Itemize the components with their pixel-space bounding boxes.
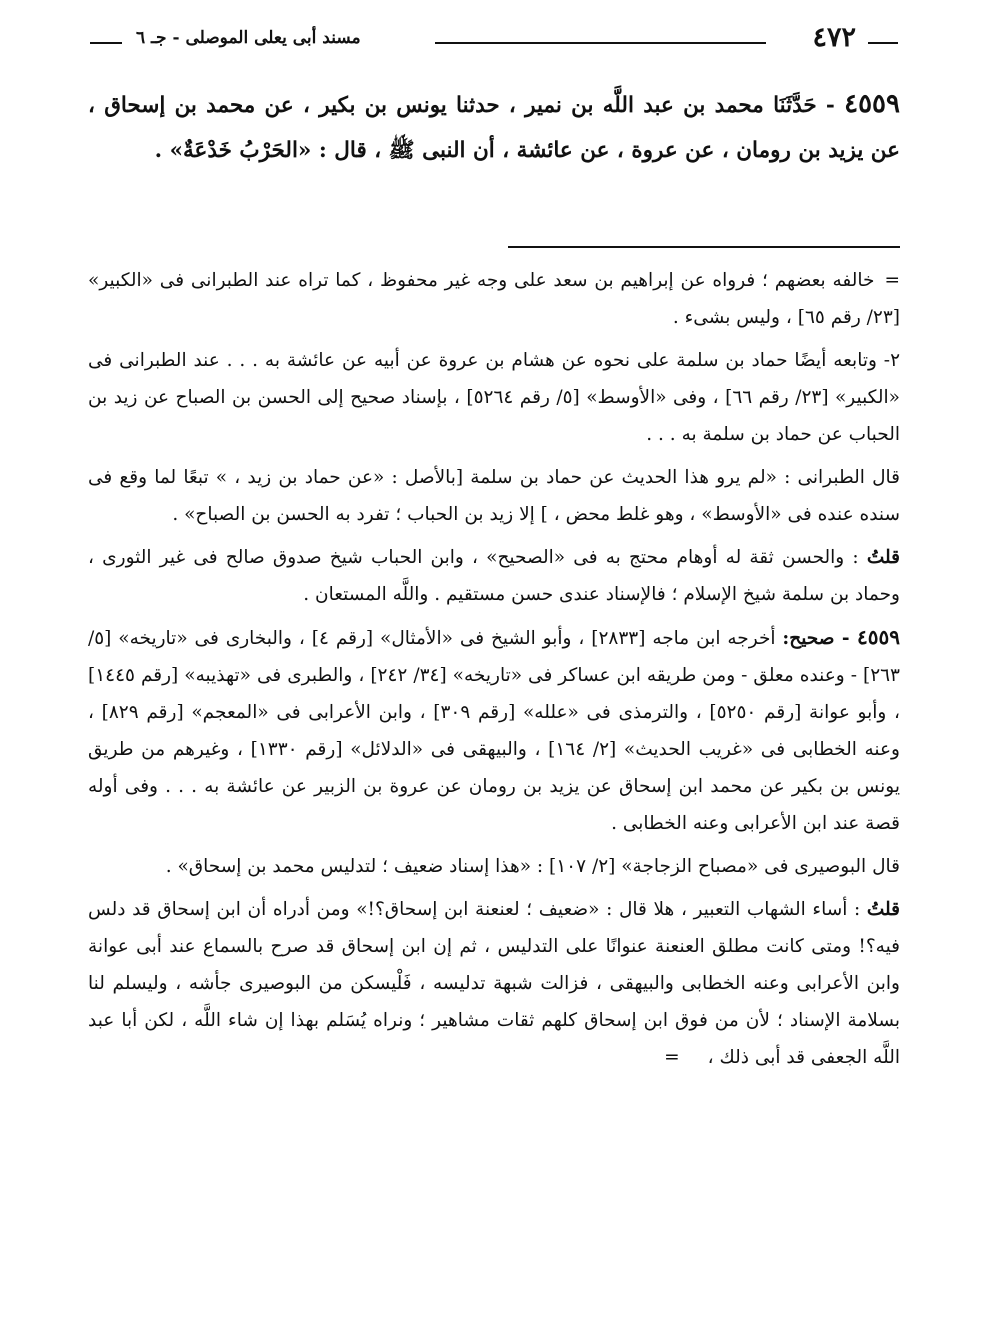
running-title: مسند أبى يعلى الموصلى - جـ ٦ — [136, 28, 361, 48]
footnote-paragraph: ٤٥٥٩ - صحيح: أخرجه ابن ماجه [٢٨٣٣] ، وأبو الشيخ فى «الأمثال» [رقم ٤] ، والبخارى فى «تاريخه» [٥/ ٢٦٣] - وعنده معلق - ومن طريقه ابن عساكر فى «تاريخه» [٣٤/ ٢٤٢] ، والطبرى فى «تهذيبه» [رقم ١٤٤٥] ، وأبو عوانة [رقم ٥٢٥٠] ، والترمذى فى «علله» [رقم ٣٠٩] ، وابن الأعرابى فى «المعجم» [رقم ٨٢٩] ، وعنه الخطابى فى «غريب الحديث» [٢/ ١٦٤] ، والبيهقى فى «الدلائل» [رقم ١٣٣٠] ، وغيرهم من طريق يونس بن بكير عن محمد ابن إسحاق عن يزيد بن رومان عن عروة بن الزبير عن عائشة به . . . وفى أوله قصة عند ابن الأعرابى وعنه الخطابى . — [88, 625, 900, 834]
footnote-divider — [508, 246, 900, 248]
hadith-separator: - — [816, 93, 845, 118]
continuation-mark: = — [884, 270, 900, 291]
page-number: ٤٧٢ — [812, 22, 856, 53]
header-rule-right — [868, 42, 898, 44]
footnotes — [88, 262, 900, 1082]
hadith-opener: حَدَّثَنَا — [773, 93, 817, 118]
grade-label: - صحيح: — [782, 628, 858, 649]
footnote-paragraph: قال البوصيرى فى «مصباح الزجاجة» [٢/ ١٠٧] : «هذا إسناد ضعيف ؛ لتدليس محمد بن إسحاق» . — [165, 856, 900, 877]
hadith-text — [88, 82, 900, 173]
hadith-number: ٤٥٥٩ — [844, 89, 900, 119]
footnote-paragraph: قلتُ : أساء الشهاب التعبير ، هلا قال : «ضعيف ؛ لعنعنة ابن إسحاق؟!» ومن أدراه أن ابن إسحاق قد دلس فيه؟! ومتى كانت مطلق العنعنة عنوانًا على التدليس ، ثم إن ابن إسحاق قد صرح بالسماع عند أبى عوانة وابن الأعرابى وعنه الخطابى والبيهقى ، فزالت شبهة تدليسه ، فَلْيسكن من البوصيرى جأشه ، وليسلم لنا بسلامة الإسناد ؛ لأن من فوق ابن إسحاق كلهم ثقات مشاهير ؛ ونراه يُسَلم بهذا إن شاء اللَّه ، لكن أبا عبد اللَّه الجعفى قد أبى ذلك ،= — [88, 891, 900, 1076]
footnote-paragraph: ٢- وتابعه أيضًا حماد بن سلمة على نحوه عن هشام بن عروة عن أبيه عن عائشة به . . . عند الطبرانى فى «الكبير» [٢٣/ رقم ٦٦] ، وفى «الأوسط» [٥/ رقم ٥٢٦٤] ، بإسناد صحيح إلى الحسن بن الصباح عن زيد بن الحباب عن حماد بن سلمة به . . . — [88, 350, 900, 445]
footnote-paragraph: =خالفه بعضهم ؛ فرواه عن إبراهيم بن سعد على وجه غير محفوظ ، كما تراه عند الطبرانى فى «الكبير» [٢٣/ رقم ٦٥] ، وليس بشىء . — [88, 270, 900, 328]
hadith-body: محمد بن عبد اللَّه بن نمير ، حدثنا يونس بن بكير ، عن محمد بن إسحاق ، عن يزيد بن رومان ، عن عروة ، عن عائشة ، أن النبى ﷺ ، قال : «الحَرْبُ خَدْعَةٌ» . — [88, 93, 900, 163]
header-rule-left — [90, 42, 122, 44]
takhrij-number: ٤٥٥٩ — [857, 625, 900, 649]
continuation-mark: = — [664, 1047, 680, 1068]
qultu-label: قلتُ — [866, 547, 900, 568]
page-header — [90, 22, 898, 62]
footnote-paragraph: قال الطبرانى : «لم يرو هذا الحديث عن حماد بن سلمة [بالأصل : «عن حماد بن زيد ، » تبعًا لما وقع فى سنده عنده فى «الأوسط» ، وهو غلط محض ، ] إلا زيد بن الحباب ؛ تفرد به الحسن بن الصباح» . — [88, 467, 900, 525]
footnote-paragraph: قلتُ : والحسن ثقة له أوهام محتج به فى «الصحيح» ، وابن الحباب شيخ صدوق صالح فى غير الثورى ، وحماد بن سلمة شيخ الإسلام ؛ فالإسناد عندى حسن مستقيم . واللَّه المستعان . — [88, 547, 900, 605]
header-rule — [435, 42, 766, 44]
qultu-label: قلتُ — [866, 899, 900, 920]
